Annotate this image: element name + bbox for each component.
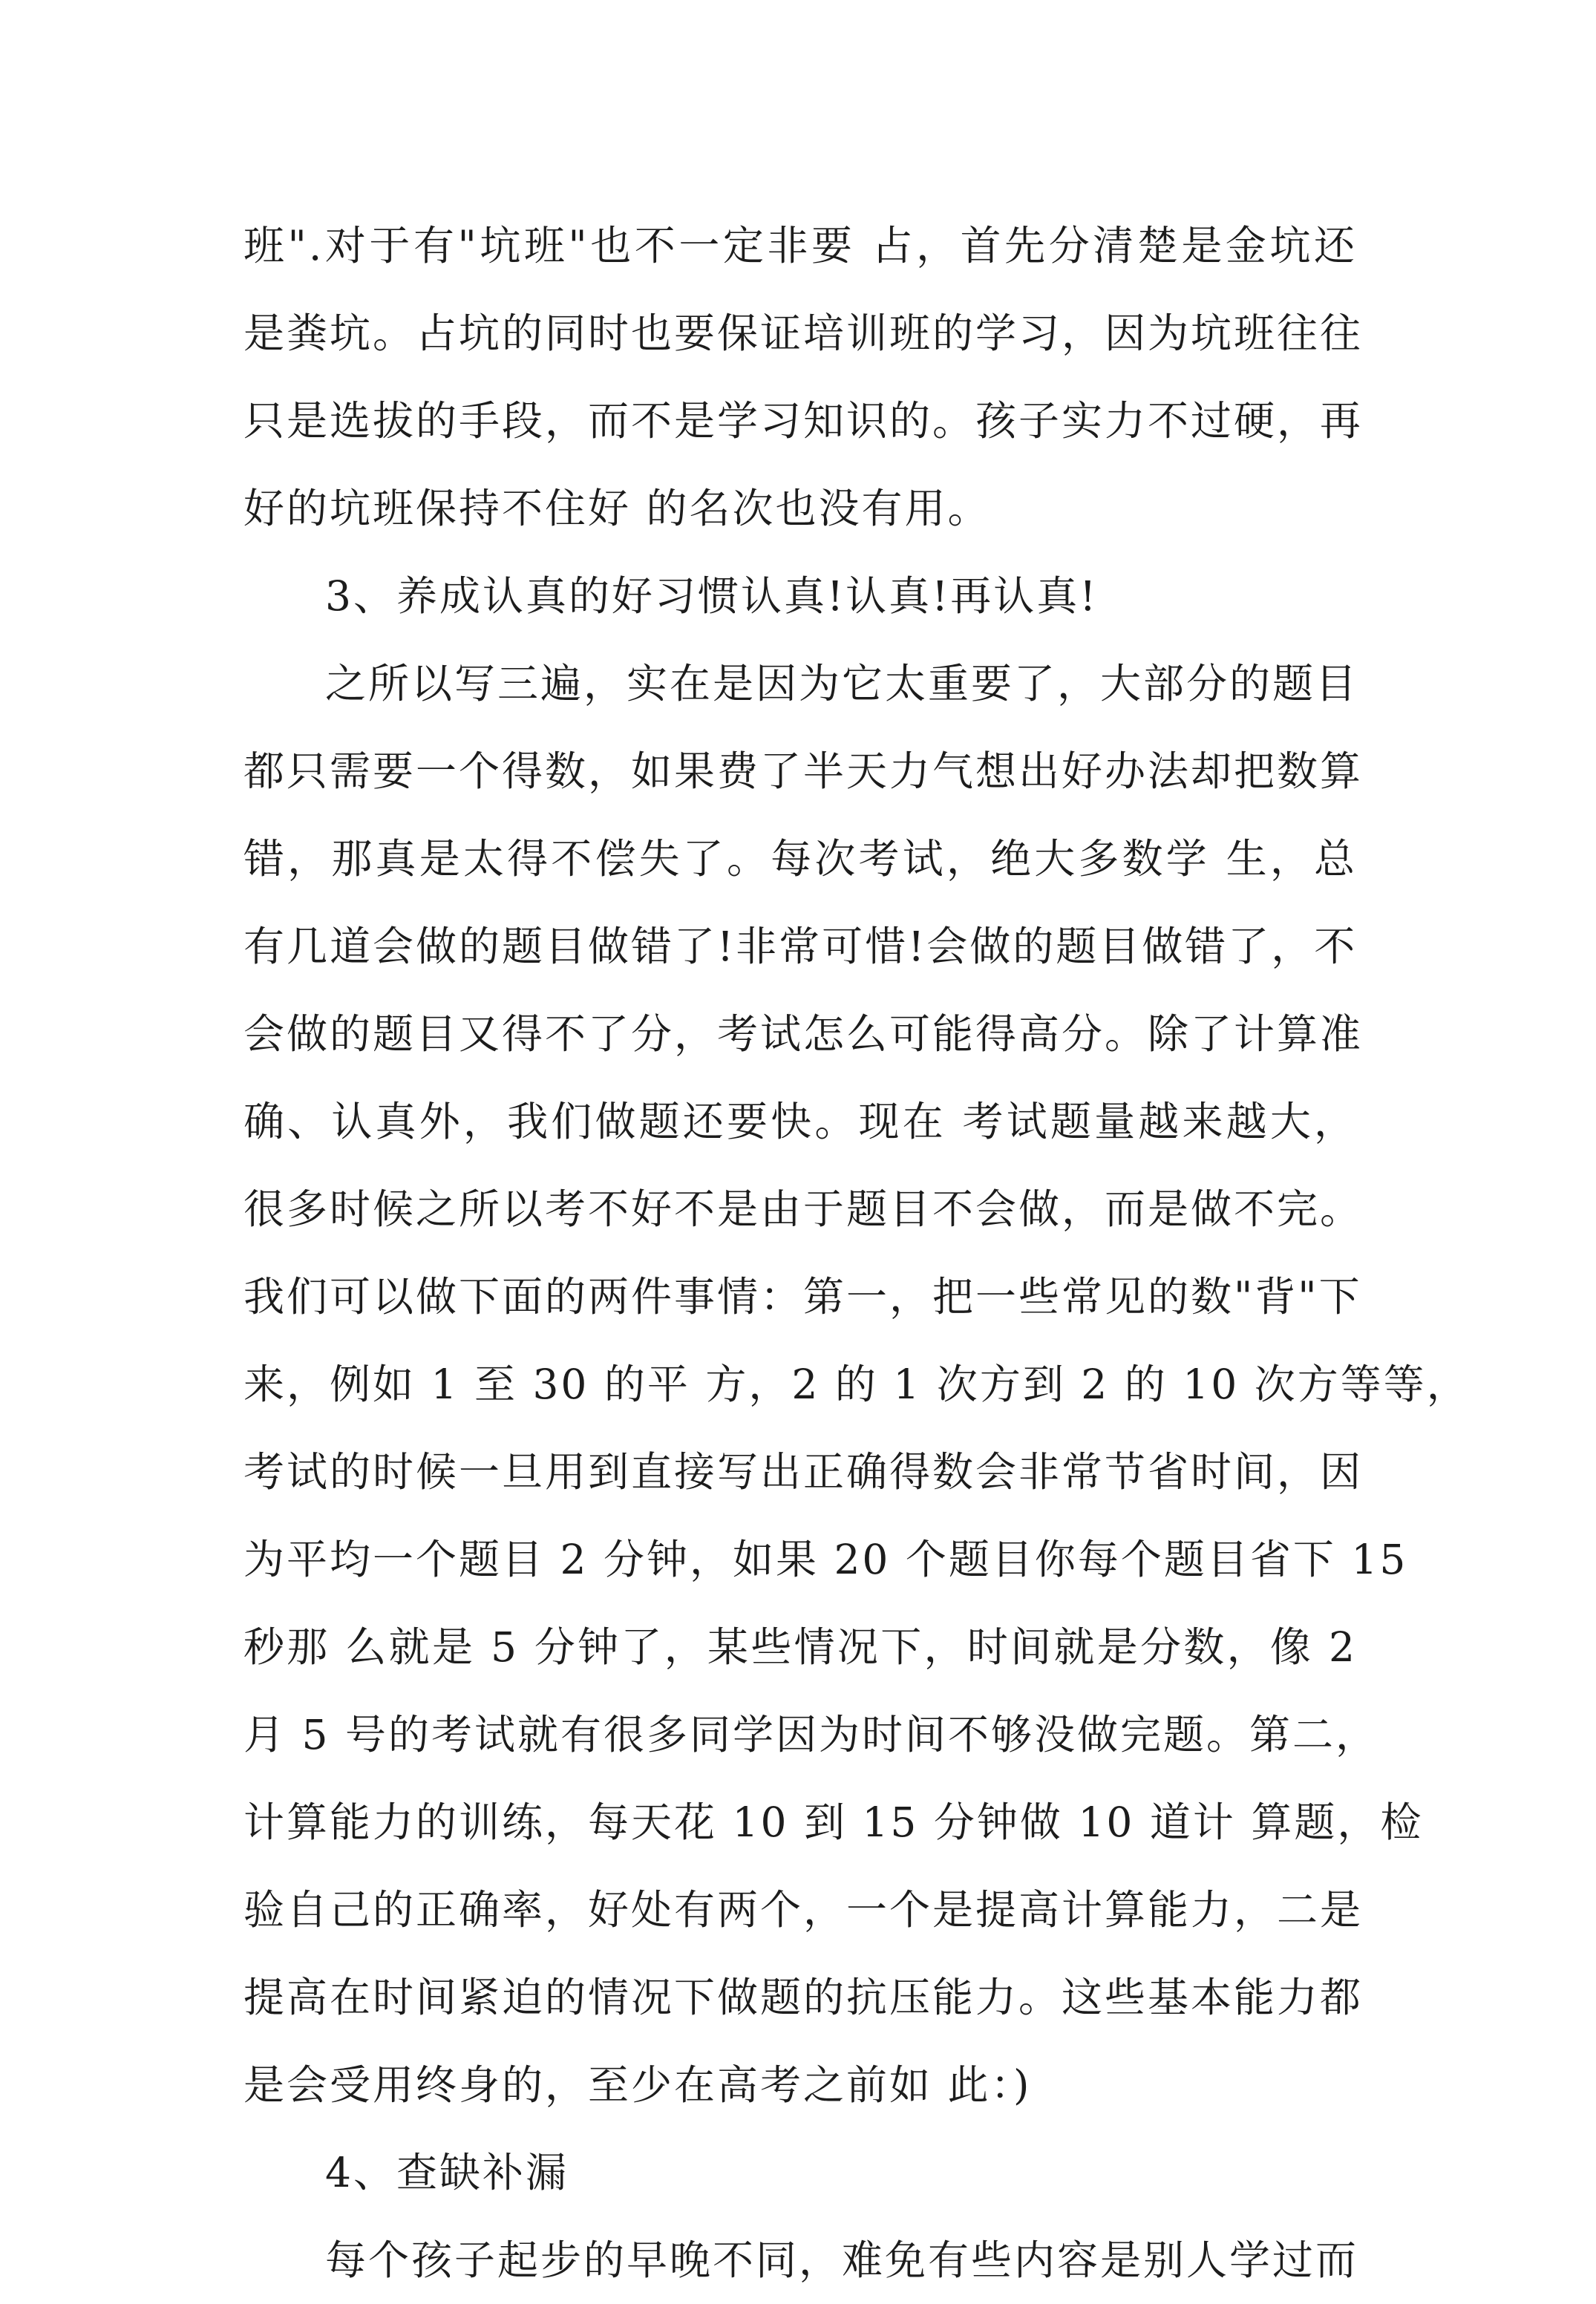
paragraph-line: 为平均一个题目 2 分钟，如果 20 个题目你每个题目省下 15 — [243, 1536, 1408, 1583]
paragraph-line: 错，那真是太得不偿失了。每次考试，绝大多数学 生，总 — [243, 835, 1358, 883]
paragraph-line: 来，例如 1 至 30 的平 方，2 的 1 次方到 2 的 10 次方等等， — [243, 1361, 1470, 1408]
section-heading-3: 3、养成认真的好习惯认真!认真!再认真! — [325, 572, 1099, 620]
paragraph-line: 只是选拔的手段，而不是学习知识的。孩子实力不过硬，再 — [243, 397, 1364, 445]
section-heading-4: 4、查缺补漏 — [325, 2149, 569, 2196]
paragraph-line: 计算能力的训练，每天花 10 到 15 分钟做 10 道计 算题，检 — [243, 1799, 1424, 1846]
paragraph-line: 秒那 么就是 5 分钟了，某些情况下，时间就是分数，像 2 — [243, 1623, 1357, 1671]
paragraph-line: 验自己的正确率，好处有两个，一个是提高计算能力，二是 — [243, 1886, 1364, 1934]
paragraph-line: 每个孩子起步的早晚不同，难免有些内容是别人学过而 — [325, 2236, 1359, 2284]
paragraph-line: 班".对于有"坑班"也不一定非要 占，首先分清楚是金坑还 — [243, 222, 1357, 269]
paragraph-line: 是粪坑。占坑的同时也要保证培训班的学习，因为坑班往往 — [243, 310, 1364, 357]
paragraph-line: 会做的题目又得不了分，考试怎么可能得高分。除了计算准 — [243, 1010, 1364, 1058]
paragraph-line: 考试的时候一旦用到直接写出正确得数会非常节省时间，因 — [243, 1448, 1364, 1496]
document-body — [243, 202, 1470, 2304]
paragraph-line: 很多时候之所以考不好不是由于题目不会做，而是做不完。 — [243, 1185, 1364, 1233]
paragraph-line: 都只需要一个得数，如果费了半天力气想出好办法却把数算 — [243, 747, 1364, 795]
paragraph-line: 月 5 号的考试就有很多同学因为时间不够没做完题。第二， — [243, 1711, 1378, 1758]
paragraph-line: 是会受用终身的，至少在高考之前如 此：) — [243, 2061, 1032, 2109]
paragraph-line: 我们可以做下面的两件事情：第一，把一些常见的数"背"下 — [243, 1273, 1362, 1320]
paragraph-line: 提高在时间紧迫的情况下做题的抗压能力。这些基本能力都 — [243, 1974, 1364, 2021]
paragraph-line: 有几道会做的题目做错了!非常可惜!会做的题目做错了，不 — [243, 923, 1358, 970]
paragraph-line: 之所以写三遍，实在是因为它太重要了，大部分的题目 — [325, 660, 1359, 707]
paragraph-line: 确、认真外，我们做题还要快。现在 考试题量越来越大， — [243, 1098, 1357, 1145]
paragraph-line: 好的坑班保持不住好 的名次也没有用。 — [243, 485, 991, 532]
